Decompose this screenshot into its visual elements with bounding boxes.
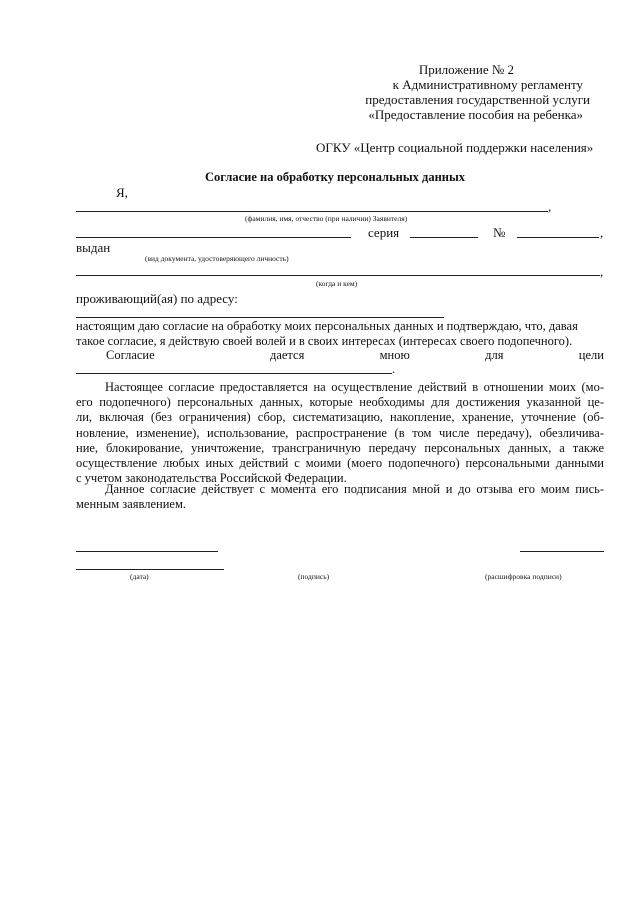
consent-line-2: такое согласие, я действую своей волей и в своих интересах (интересах своего подопечного). bbox=[76, 334, 573, 348]
appendix-service: предоставления государственной услуги bbox=[365, 92, 590, 107]
appendix-number: Приложение № 2 bbox=[418, 62, 514, 77]
issued-comma: , bbox=[600, 264, 604, 279]
appendix-header bbox=[250, 62, 590, 122]
when-caption: (когда и кем) bbox=[316, 279, 358, 288]
appendix-service-name: «Предоставление пособия на ребенка» bbox=[368, 107, 583, 122]
purpose-line bbox=[106, 348, 604, 363]
paragraph-2-line-1: Данное согласие действует с момента его подписания мной и до отзыва его моим пись- bbox=[105, 482, 604, 496]
number-line[interactable] bbox=[517, 237, 599, 238]
ya-label: Я, bbox=[116, 185, 128, 200]
address-label: проживающий(ая) по адресу: bbox=[76, 291, 238, 306]
purpose-word-by-me: мною bbox=[379, 348, 410, 362]
signature-line-right[interactable] bbox=[520, 551, 604, 552]
purpose-fill-line[interactable] bbox=[76, 373, 392, 374]
paragraph-1-line-6: осуществление любых иных действий с моими (моего подопечного) персональными данными bbox=[76, 456, 604, 471]
series-line[interactable] bbox=[410, 237, 478, 238]
paragraph-1-line-1: Настоящее согласие предоставляется на осуществление действий в отношении моих (мо- bbox=[105, 380, 604, 394]
fio-comma: , bbox=[548, 199, 552, 214]
paragraph-2 bbox=[76, 482, 604, 512]
series-label: серия bbox=[368, 225, 400, 240]
issued-label: выдан bbox=[76, 240, 111, 255]
document-caption: (вид документа, удостоверяющего личность) bbox=[145, 254, 289, 263]
organization-name: ОГКУ «Центр социальной поддержки населения» bbox=[316, 140, 594, 155]
document-type-line[interactable] bbox=[76, 237, 351, 238]
paragraph-1-line-2: его подопечного) персональных данных, которые необходимы для достижения указанной це- bbox=[76, 395, 604, 410]
document-title: Согласие на обработку персональных данных bbox=[205, 170, 466, 184]
issued-by-line[interactable] bbox=[76, 275, 600, 276]
paragraph-1 bbox=[76, 380, 604, 486]
purpose-period: . bbox=[392, 361, 396, 376]
consent-line-1: настоящим даю согласие на обработку моих персональных данных и подтверждаю, что, давая bbox=[76, 319, 578, 333]
decode-caption: (расшифровка подписи) bbox=[485, 572, 562, 581]
number-label: № bbox=[493, 225, 506, 240]
fio-caption: (фамилия, имя, отчество (при наличии) Заявителя) bbox=[245, 214, 408, 223]
signature-line-left[interactable] bbox=[76, 551, 218, 552]
purpose-word-for: для bbox=[485, 348, 504, 362]
purpose-word-given: дается bbox=[269, 348, 305, 362]
appendix-regulation: к Административному регламенту bbox=[392, 77, 583, 92]
paragraph-2-line-2: менным заявлением. bbox=[76, 497, 186, 512]
fio-line[interactable] bbox=[76, 211, 548, 212]
signature-caption: (подпись) bbox=[298, 572, 330, 581]
purpose-word-consent: Согласие bbox=[106, 348, 155, 362]
purpose-word-goal: цели bbox=[578, 348, 604, 362]
paragraph-1-line-5: ние, блокирование, уничтожение, трансграничную передачу персональных данных, а также bbox=[76, 440, 604, 455]
date-line[interactable] bbox=[76, 569, 224, 570]
paragraph-1-line-3: ли, включая (без ограничения) сбор, систематизацию, накопление, хранение, уточнение (об- bbox=[76, 410, 604, 425]
paragraph-1-line-7: с учетом законодательства Российской Федерации. bbox=[76, 471, 347, 486]
paragraph-1-line-4: новление, изменение), использование, распространение (в том числе передачу), обезличива- bbox=[76, 425, 604, 440]
number-comma: , bbox=[600, 225, 604, 240]
address-line[interactable] bbox=[76, 317, 444, 318]
date-caption: (дата) bbox=[130, 572, 149, 581]
